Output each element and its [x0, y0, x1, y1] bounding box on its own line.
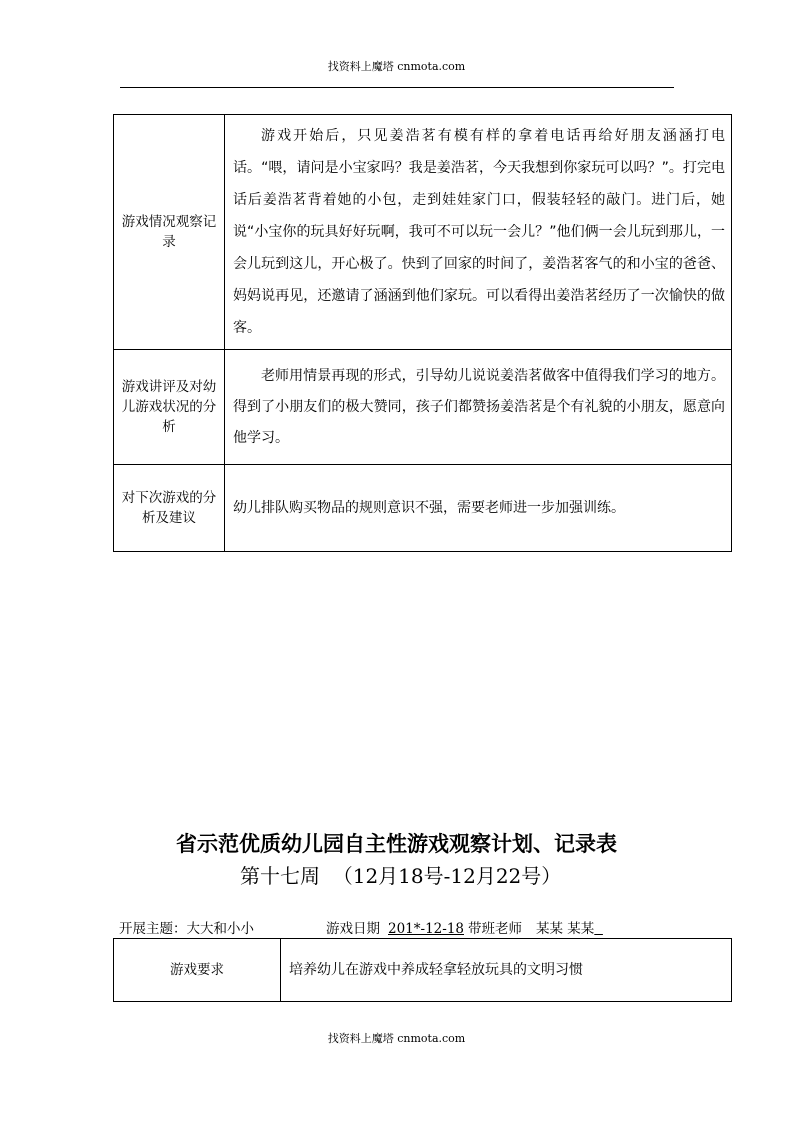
table-row: [114, 115, 732, 350]
page-header: 找资料上魔塔 cnmota.com: [327, 60, 466, 73]
date-value: 201*-12-18: [388, 921, 464, 937]
table-row: [114, 465, 732, 552]
page-subtitle: 第十七周 （12月18号-12月22号）: [240, 864, 562, 888]
teacher-name: 某某 某某: [536, 921, 595, 937]
row-label-observation: 游戏情况观察记录: [114, 115, 225, 350]
table-row: [114, 939, 732, 1002]
theme-label: 开展主题：: [119, 921, 187, 937]
teacher-value: [522, 917, 605, 937]
observation-text: 游戏开始后，只见姜浩茗有模有样的拿着电话再给好朋友涵涵打电话。“喂，请问是小宝家吗？我是姜浩茗，今天我想到你家玩可以吗？”。打完电话后姜浩茗背着她的小包，走到娃娃家门口，假装轻轻的敲门。进门后，她说“小宝你的玩具好好玩啊，我可不可以玩一会儿？”他们俩一会儿玩到那儿，一会儿玩到这儿，开心极了。快到了回家的时间了，姜浩茗客气的和小宝的爸爸、妈妈说再见，还邀请了涵涵到他们家玩。可以看得出姜浩茗经历了一次愉快的做客。: [233, 128, 725, 336]
game-requirement-table: [113, 938, 732, 1002]
observation-record-table: [113, 114, 732, 552]
row-content-requirement: 培养幼儿在游戏中养成轻拿轻放玩具的文明习惯: [281, 939, 732, 1002]
row-content-suggestion: [225, 465, 732, 552]
row-label-review: 游戏讲评及对幼儿游戏状况的分析: [114, 350, 225, 465]
table-row: [114, 350, 732, 465]
page-footer: 找资料上魔塔 cnmota.com: [327, 1032, 466, 1045]
row-label-requirement: 游戏要求: [114, 939, 281, 1002]
suggestion-text: 幼儿排队购买物品的规则意识不强，需要老师进一步加强训练。: [233, 500, 625, 516]
theme-value: 大大和小小: [186, 921, 254, 937]
review-text: 老师用情景再现的形式，引导幼儿说说姜浩茗做客中值得我们学习的地方。得到了小朋友们的极大赞同，孩子们都赞扬姜浩茗是个有礼貌的小朋友，愿意向他学习。: [233, 367, 725, 446]
page-title: 省示范优质幼儿园自主性游戏观察计划、记录表: [176, 831, 617, 856]
row-content-observation: [225, 115, 732, 350]
date-label: 游戏日期: [326, 921, 380, 937]
teacher-label: 带班老师: [468, 921, 522, 937]
info-line: [119, 917, 605, 937]
row-content-review: [225, 350, 732, 465]
header-divider: [120, 87, 674, 88]
row-label-suggestion: 对下次游戏的分析及建议: [114, 465, 225, 552]
